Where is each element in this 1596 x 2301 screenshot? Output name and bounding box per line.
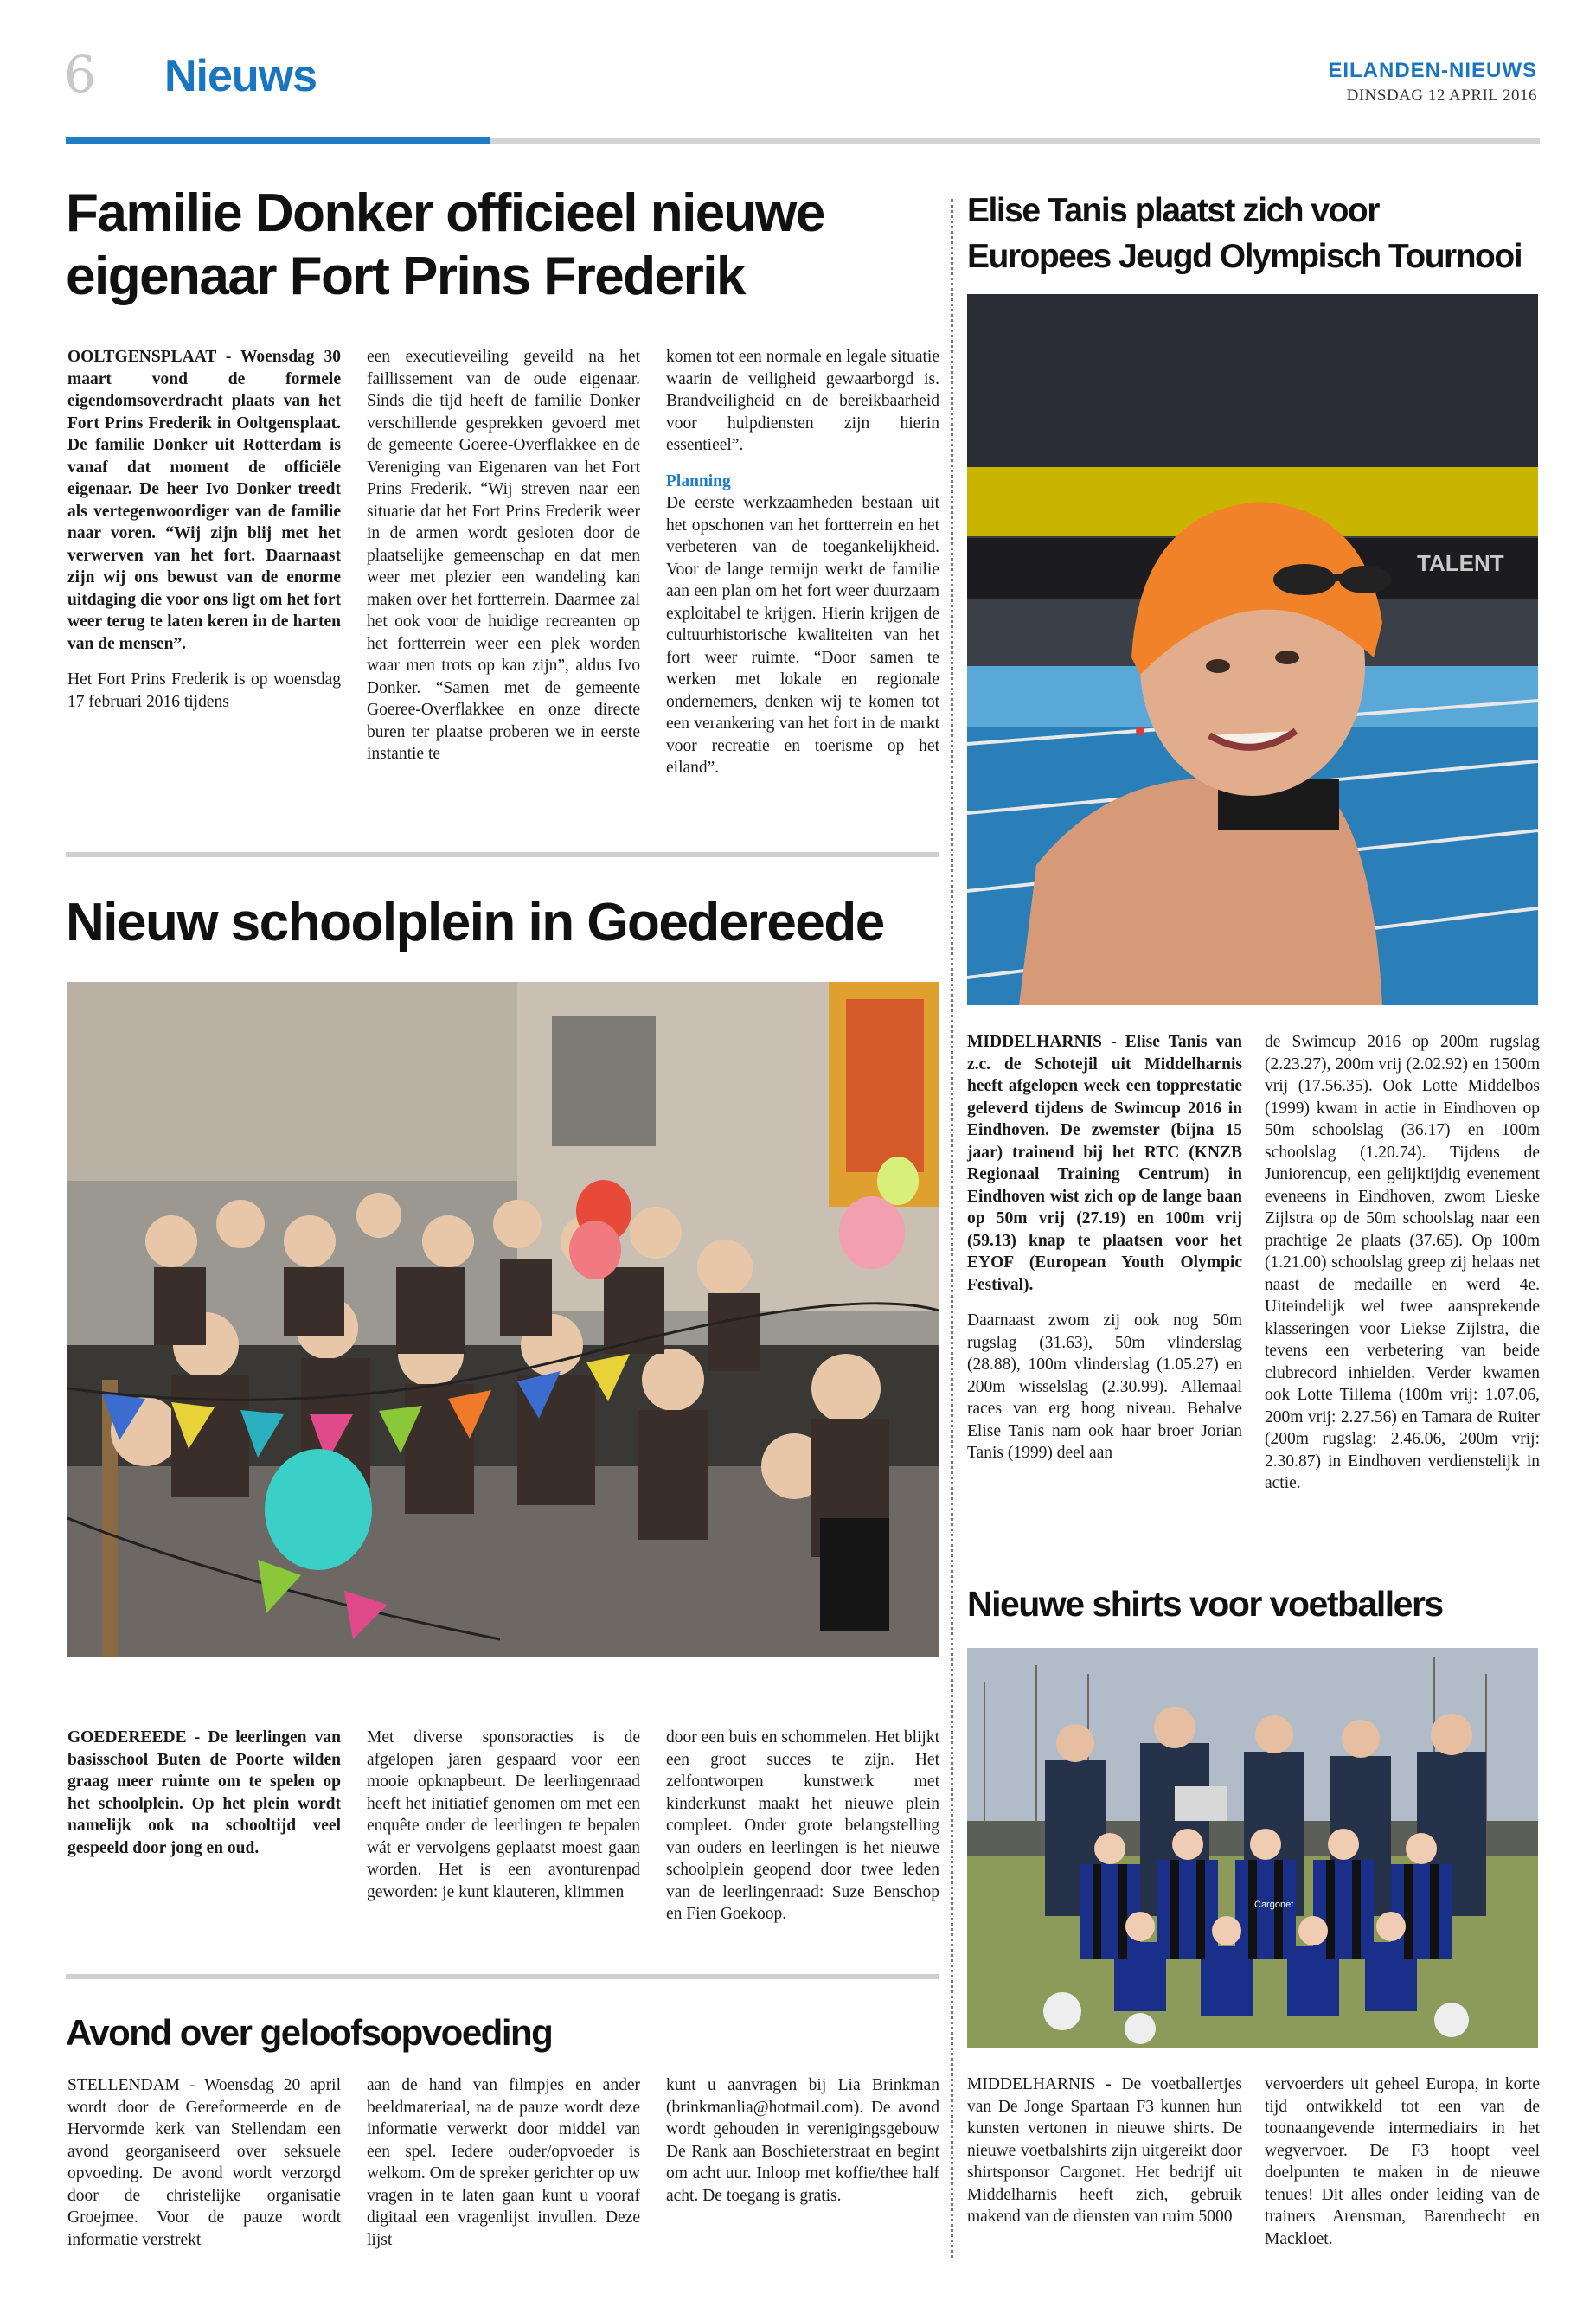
header-rule [490,138,1540,144]
article-text: Daarnaast zwom zij ook nog 50m rugslag (31.63), 50m vlinderslag (28.88), 100m vlinderslag (1.05.27) en 200m wisselslag (2.30.99). Allemaal races van erg hoog niveau. Behalve Elise Tanis nam ook haar broer Jorian Tanis (1999) deel aan [967,1311,1242,1462]
article-text: De eerste werkzaamheden bestaan uit het opschonen van het fortterrein en het verbeteren van de toegankelijkheid. Voor de lange termijn werkt de familie aan een plan om het fort weer duurzaam exploitabel te krijgen. Hierin krijgen de cultuurhistorische kwaliteiten van het fort weer ruimte. “Door samen te werken met lokale en regionale ondernemers, denken wij te komen tot een verankering van het fort in de markt voor recreatie en toerisme op het eiland”. [666,494,939,777]
article-text: de Swimcup 2016 op 200m rugslag (2.23.27), 200m vrij (2.02.92) en 1500m vrij (17.56.35). Ook Lotte Middelbos (1999) kwam in actie in Eindhoven op 50m schoolslag (36.17) en 100m schoolslag (1.20.74). Tijdens de Juniorencup, een gelijktijdig evenement eveneens in Eindhoven, zwom Lieske Zijlstra op de 50m schoolslag naar een prachtige 2e plaats (37.65). Op 100m (1.21.00) schoolslag greep zij helaas net naast de medaille en werd 4e. Uiteindelijk wel twee aansprekende klasseringen voor Liekse Zijlstra, die tevens een verbetering van beide clubrecord inhielden. Verder kwamen ook Lotte Tillema (100m vrij: 1.07.06, 200m vrij: 2.27.56) en Tamara de Ruiter (200m rugslag: 2.46.06, 200m vrij: 2.30.87) in Eindhoven verdienstelijk in actie. [1265,1033,1540,1492]
article-schoolplein-col3 [666,1727,939,1939]
article-schoolplein-col1 [67,1727,341,1873]
article-text: STELLENDAM - Woensdag 20 april wordt door de Gereformeerde en de Hervormde kerk van Stellendam een avond georganiseerd over seksuele opvoeding. De avond wordt verzorgd door de christelijke organisatie Groejmee. Voor de pauze wordt informatie verstrekt [67,2076,341,2249]
article-geloof-col2 [367,2074,640,2265]
article-schoolplein-col2 [367,1727,640,1917]
page-number: 6 [64,45,96,104]
article-tanis-headline [967,189,1555,279]
article-text: komen tot een normale en legale situatie waarin de veiligheid gewaarborgd is. Brandveiligheid en de bereikbaarheid voor hulpdiensten zijn hierin essentieel”. [666,348,939,454]
article-fort-col2 [367,346,640,779]
column-divider [951,199,953,2258]
issue-date: DINSDAG 12 APRIL 2016 [1346,87,1537,105]
article-text: kunt u aanvragen bij Lia Brinkman (brinkmanlia@hotmail.com). De avond wordt gehouden in verenigingsgebouw De Rank aan Boschieterstraat en begint om acht uur. Inloop met koffie/thee half acht. De toegang is gratis. [666,2076,939,2205]
article-voetbal-headline: Nieuwe shirts voor voetballers [967,1584,1443,1624]
article-text: vervoerders uit geheel Europa, in korte tijd ontwikkeld tot een van de toonaangevende intermediairs in het wegvervoer. De F3 hoopt veel doelpunten te maken in de nieuwe tenues! Dit alles onder leiding van de trainers Arensman, Barendrecht en Mackloet. [1265,2075,1540,2248]
article-geloof-col1 [67,2074,341,2265]
team-illustration [967,1648,1538,2048]
voetbal-photo [967,1648,1538,2048]
article-fort-col1 [67,346,341,727]
banner-text: TALENT [1417,550,1504,576]
article-text: door een buis en schommelen. Het blijkt een groot succes te zijn. Het zelfontworpen kunstwerk met kinderkunst maakt het nieuwe plein compleet. Onder grote belangstelling van ouders en leerlingen is het nieuwe schoolplein geopend door twee leden van de leerlingenraad: Suze Benschop en Fien Goekoop. [666,1728,939,1923]
headline-line: Elise Tanis plaatst zich voor [967,192,1379,229]
article-voetbal-col2 [1265,2073,1540,2264]
header-rule-accent [66,137,490,144]
tanis-photo [967,294,1538,1005]
article-schoolplein-headline: Nieuw schoolplein in Goedereede [66,893,884,952]
headline-line: Europees Jeugd Olympisch Tournooi [967,237,1522,275]
article-fort-col3 [666,346,939,793]
shirt-sponsor-text: Cargonet [1254,1900,1294,1910]
section-title: Nieuws [164,51,317,101]
separator [66,852,939,857]
article-text: aan de hand van filmpjes en ander beeldmateriaal, na de pauze wordt deze informatie verwerkt door middel van een spel. Iedere ouder/opvoeder is welkom. Om de spreker gerichter op uw vragen in te laten gaan kunt u vooraf digitaal een vragenlijst invullen. Deze lijst [367,2076,640,2249]
newspaper-logo: EILANDEN-NIEUWS [1328,59,1537,82]
article-tanis-col2 [1265,1031,1540,1509]
schoolplein-illustration [67,982,939,1657]
schoolplein-photo [67,982,939,1657]
swimmer-illustration [967,294,1538,1005]
article-lead: OOLTGENSPLAAT - Woensdag 30 maart vond de formele eigendomsoverdracht plaats van het Fort Prins Frederik in Ooltgensplaat. De familie Donker uit Rotterdam is vanaf dat moment de officiële eigenaar. De heer Ivo Donker treedt als vertegenwoordiger van de familie naar voren. “Wij zijn blij met het verwerven van het fort. Daarnaast zijn wij ons bewust van de enorme uitdaging die voor ons ligt om het fort weer terug te laten keren in de harten van de mensen”. [67,348,341,653]
article-geloof-headline: Avond over geloofsopvoeding [66,2012,553,2053]
article-geloof-col3 [666,2074,939,2221]
article-lead: GOEDEREEDE - De leerlingen van basisschool Buten de Poorte wilden graag meer ruimte om te spelen op het schoolplein. Op het plein wordt namelijk ook na schooltijd veel gespeeld door jong en oud. [67,1728,341,1857]
article-text: Het Fort Prins Frederik is op woensdag 17 februari 2016 tijdens [67,670,341,711]
article-lead: MIDDELHARNIS - Elise Tanis van z.c. de Schotejil uit Middelharnis heeft afgelopen week een topprestatie geleverd tijdens de Swimcup 2016 in Eindhoven. De zwemster (bijna 15 jaar) trainend bij het RTC (KNZB Regionaal Training Centrum) in Eindhoven wist zich op de lange baan op 50m vrij (27.19) en 100m vrij (59.13) knap te plaatsen voor het EYOF (European Youth Olympic Festival). [967,1033,1242,1294]
article-fort-headline [66,182,931,308]
article-voetbal-col1 [967,2073,1242,2242]
article-text: Met diverse sponsoracties is de afgelopen jaren gespaard voor een mooie opknapbeurt. De leerlingenraad heeft het initiatief genomen om met een enquête onder de leerlingen te bepalen wát er vervolgens geplaatst moest gaan worden. Het is een avonturenpad geworden: je kunt klauteren, klimmen [367,1728,640,1901]
headline-line: eigenaar Fort Prins Frederik [66,247,745,307]
article-tanis-col1 [967,1031,1242,1478]
separator [66,1974,939,1979]
headline-line: Familie Donker officieel nieuwe [66,183,824,243]
subheading: Planning [666,471,731,490]
article-text: MIDDELHARNIS - De voetballertjes van De Jonge Spartaan F3 kunnen hun kunsten vertonen in nieuwe shirts. De nieuwe voetbalshirts zijn uitgereikt door shirtsponsor Cargonet. Het bedrijf uit Middelharnis heeft zich, gebruik makend van de diensten van ruim 5000 [967,2075,1242,2226]
article-text: een executieveiling geveild na het faillissement van de oude eigenaar. Sinds die tijd heeft de familie Donker verschillende gesprekken gevoerd met de gemeente Goeree-Overflakkee en de Vereniging van Eigenaren van het Fort Prins Frederik. “Wij streven naar een situatie dat het Fort Prins Frederik weer in de armen wordt gesloten door de plaatselijke gemeenschap en dat men weer met plezier een wandeling kan maken over het fortterrein. Daarmee zal het ook voor de huidige recreanten op het fortterrein weer een plek worden waar men trots op kan zijn”, aldus Ivo Donker. “Samen met de gemeente Goeree-Overflakkee en onze directe buren ter plaatse proberen we in eerste instantie te [367,348,640,763]
